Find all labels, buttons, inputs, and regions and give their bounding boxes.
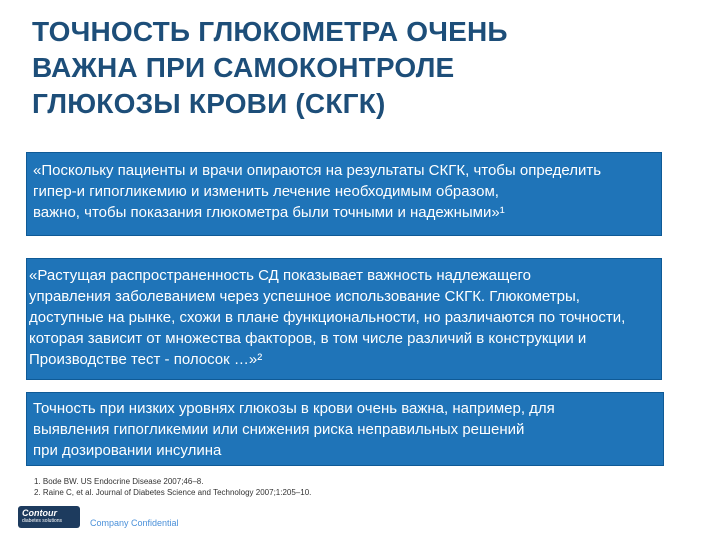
footnote: 1. Bode BW. US Endocrine Disease 2007;46–8. <box>34 477 204 486</box>
statement-line: выявления гипогликемии или снижения риска неправильных решений <box>33 421 525 438</box>
slide-title-line: ВАЖНА ПРИ САМОКОНТРОЛЕ <box>32 52 455 83</box>
quote-line: доступные на рынке, схожи в плане функциональности, но различаются по точности, <box>29 309 626 326</box>
slide-title <box>32 14 672 122</box>
quote-line: важно, чтобы показания глюкометра были точными и надежными»¹ <box>33 204 505 221</box>
footnotes <box>34 476 311 498</box>
quote-box-1 <box>26 152 662 236</box>
statement-line: Точность при низких уровнях глюкозы в крови очень важна, например, для <box>33 400 555 417</box>
logo-tagline: diabetes solutions <box>22 518 63 524</box>
logo-wordmark: Contour <box>22 508 57 518</box>
confidential-label: Company Confidential <box>90 518 179 528</box>
statement-line: при дозировании инсулина <box>33 442 222 459</box>
contour-logo <box>18 506 80 528</box>
quote-line: управления заболеванием через успешное использование СКГК. Глюкометры, <box>29 288 580 305</box>
quote-line: Производстве тест - полосок …»² <box>29 351 263 368</box>
slide-title-line: ГЛЮКОЗЫ КРОВИ (СКГК) <box>32 88 386 119</box>
quote-line: гипер-и гипогликемию и изменить лечение необходимым образом, <box>33 183 499 200</box>
quote-line: «Растущая распространенность СД показывает важность надлежащего <box>29 267 532 284</box>
quote-line: которая зависит от множества факторов, в том числе различий в конструкции и <box>29 330 587 347</box>
statement-box <box>26 392 664 466</box>
quote-line: «Поскольку пациенты и врачи опираются на результаты СКГК, чтобы определить <box>33 162 602 179</box>
quote-box-2 <box>26 258 662 380</box>
footnote: 2. Raine C, et al. Journal of Diabetes Science and Technology 2007;1:205–10. <box>34 488 312 497</box>
slide-title-line: ТОЧНОСТЬ ГЛЮКОМЕТРА ОЧЕНЬ <box>32 16 508 47</box>
